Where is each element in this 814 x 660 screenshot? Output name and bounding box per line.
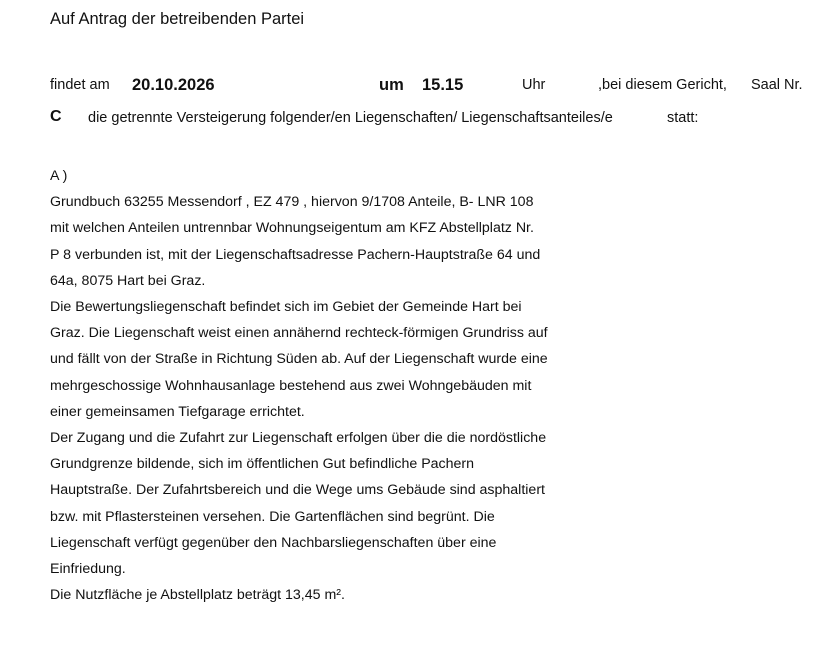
section-line: Die Bewertungsliegenschaft befindet sich im Gebiet der Gemeinde Hart bei <box>50 299 522 316</box>
section-line: Die Nutzfläche je Abstellplatz beträgt 13,45 m². <box>50 587 345 604</box>
section-line: und fällt von der Straße in Richtung Süden ab. Auf der Liegenschaft wurde eine <box>50 351 548 368</box>
room-letter: C <box>50 108 62 125</box>
property-section <box>50 163 610 608</box>
saal-label: Saal Nr. <box>751 77 803 93</box>
section-line: Hauptstraße. Der Zufahrtsbereich und die Wege ums Gebäude sind asphaltiert <box>50 482 545 499</box>
page-heading: Auf Antrag der betreibenden Partei <box>50 10 305 28</box>
um-label: um <box>379 76 404 94</box>
section-line: bzw. mit Pflastersteinen versehen. Die Gartenflächen sind begrünt. Die <box>50 508 495 525</box>
court-label: ,bei diesem Gericht, <box>598 77 727 93</box>
findet-am-label: findet am <box>50 77 110 93</box>
section-line: einer gemeinsamen Tiefgarage errichtet. <box>50 403 305 420</box>
section-line: mit welchen Anteilen untrennbar Wohnungseigentum am KFZ Abstellplatz Nr. <box>50 220 534 237</box>
section-line: P 8 verbunden ist, mit der Liegenschaftsadresse Pachern-Hauptstraße 64 und <box>50 246 541 263</box>
section-line: mehrgeschossige Wohnhausanlage bestehend aus zwei Wohngebäuden mit <box>50 377 532 394</box>
statt-label: statt: <box>667 110 699 126</box>
section-line: 64a, 8075 Hart bei Graz. <box>50 272 206 289</box>
section-line: Liegenschaft verfügt gegenüber den Nachbarsliegenschaften über eine <box>50 534 497 551</box>
section-line: Graz. Die Liegenschaft weist einen annähernd rechteck-förmigen Grundriss auf <box>50 325 548 342</box>
auction-date: 20.10.2026 <box>132 76 215 94</box>
section-line: Der Zugang und die Zufahrt zur Liegenschaft erfolgen über die die nordöstliche <box>50 430 547 447</box>
auction-time: 15.15 <box>422 76 464 94</box>
section-line: Einfriedung. <box>50 561 126 578</box>
section-label: A ) <box>50 168 68 184</box>
section-line: Grundbuch 63255 Messendorf , EZ 479 , hiervon 9/1708 Anteile, B- LNR 108 <box>50 194 534 211</box>
section-line: Grundgrenze bildende, sich im öffentlichen Gut befindliche Pachern <box>50 456 475 473</box>
auction-description: die getrennte Versteigerung folgender/en Liegenschaften/ Liegenschaftsanteiles/e <box>88 110 613 126</box>
uhr-label: Uhr <box>522 77 546 93</box>
